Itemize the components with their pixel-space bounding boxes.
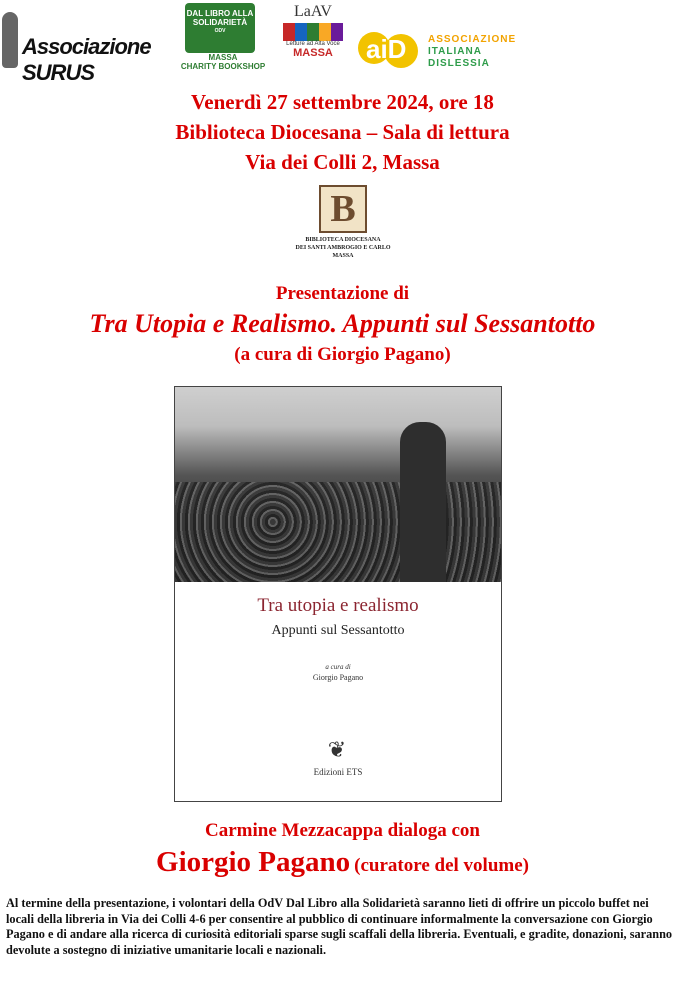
biblioteca-caption-2: DEI SANTI AMBROGIO E CARLO (295, 245, 391, 251)
event-venue: Biblioteca Diocesana – Sala di lettura (175, 120, 510, 144)
cover-photo-crowd (175, 482, 501, 582)
dialogue-speaker (0, 846, 685, 879)
aid-logo-text (428, 34, 516, 70)
publisher-emblem-icon: ❦ (327, 737, 347, 762)
speaker-name: Giorgio Pagano (156, 846, 351, 878)
dal-libro-book-icon (185, 3, 255, 53)
laav-logo-text: LaAV (294, 3, 332, 20)
dal-libro-massa: MASSA (208, 53, 238, 62)
cover-publisher: Edizioni ETS (313, 767, 363, 777)
aid-logo-mark (358, 24, 418, 68)
presentation-intro: Presentazione di (275, 283, 410, 304)
dal-libro-logo (180, 3, 266, 71)
dal-libro-caption (180, 53, 266, 71)
cover-photo-speaker (400, 422, 446, 582)
aid-line1: ASSOCIAZIONE (428, 34, 517, 45)
biblioteca-caption-3: MASSA (332, 253, 354, 259)
presentation-editor: (a cura di Giorgio Pagano) (234, 344, 451, 365)
aid-line2: ITALIANA (428, 46, 482, 57)
books-icon (283, 23, 343, 41)
event-date: Venerdì 27 settembre 2024, ore 18 (191, 90, 494, 114)
footer-paragraph: Al termine della presentazione, i volontari della OdV Dal Libro alla Solidarietà saranno lieti di offrire un piccolo buffet nei locali della libreria in Via dei Colli 4-6 per consentire al pubblico di continuare informalmente la conversazione con Giorgio Pagano e di andare alla ricerca di curiosità editoriali sparse sugli scaffali della libreria. Eventuali, e gradite, donazioni, saranno devolute a sostegno di iniziative umanitarie locali e nazionali. (6, 896, 673, 957)
elephant-figure-icon (2, 12, 18, 68)
event-address: Via dei Colli 2, Massa (245, 150, 440, 174)
laav-massa: MASSA (293, 47, 333, 59)
surus-logo-text: Associazione SURUS (22, 34, 151, 85)
cover-title: Tra utopia e realismo (257, 595, 419, 616)
biblioteca-caption (286, 236, 400, 260)
biblioteca-caption-1: BIBLIOTECA DIOCESANA (305, 237, 381, 243)
biblioteca-logo (286, 185, 400, 263)
aid-line3: DISLESSIA (428, 58, 490, 69)
book-cover (174, 386, 502, 802)
speaker-role: (curatore del volume) (354, 855, 529, 876)
cover-subtitle: Appunti sul Sessantotto (271, 623, 405, 638)
cover-cura: a cura di (325, 663, 351, 671)
laav-subtitle: Letture ad Alta Voce (286, 41, 340, 47)
cover-author: Giorgio Pagano (312, 673, 364, 682)
biblioteca-letter-icon: B (319, 185, 367, 233)
dal-libro-charity: CHARITY BOOKSHOP (180, 62, 266, 71)
cover-photo (175, 387, 501, 582)
dal-libro-name: DAL LIBRO ALLA SOLIDARIETÀ (186, 9, 254, 27)
dal-libro-odv: ODV (214, 28, 226, 34)
laav-logo (275, 3, 351, 73)
presentation-title: Tra Utopia e Realismo. Appunti sul Sessantotto (89, 309, 596, 338)
logo-bar (0, 0, 685, 85)
dialogue-line: Carmine Mezzacappa dialoga con (205, 820, 480, 841)
aid-logo-letters: aiD (366, 34, 407, 64)
